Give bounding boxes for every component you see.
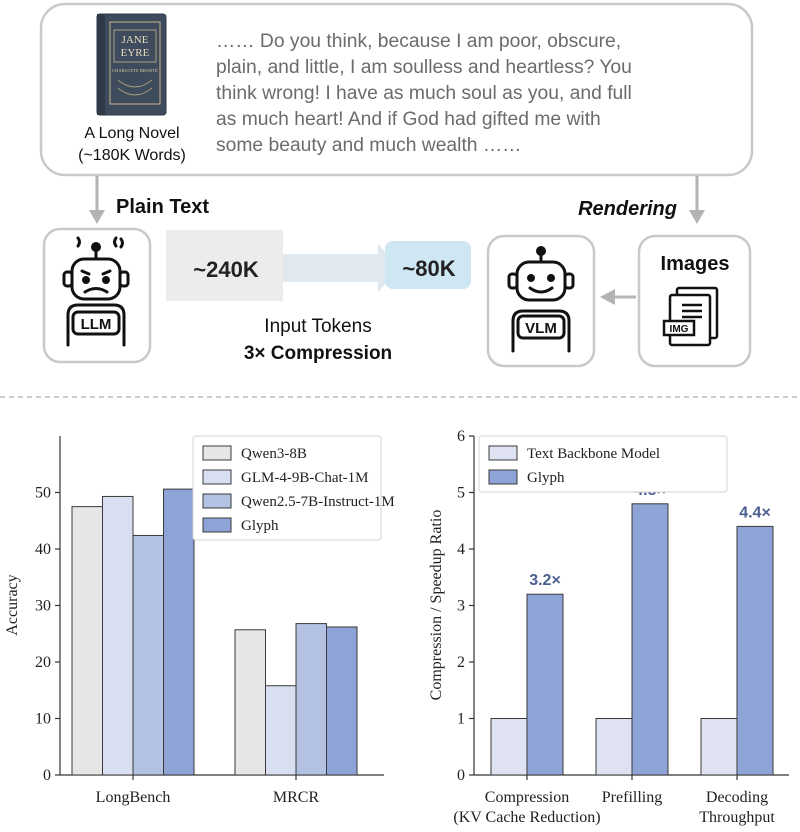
bar-qwen2-5-7b-instruct-1m-0 [133,535,164,775]
book-title-line2: EYRE [120,47,150,59]
arrow-images-to-vlm [600,289,636,305]
compression-label: 3× Compression [243,343,393,364]
y-tick-label: 6 [457,428,465,445]
bar-qwen2-5-7b-instruct-1m-1 [296,624,327,775]
bar-glm-4-9b-chat-1m-0 [103,496,134,775]
legend-swatch [489,446,517,460]
legend-label: Text Backbone Model [527,446,661,462]
quote-line: …… Do you think, because I am poor, obscure, [216,31,622,52]
legend [479,436,727,492]
novel-caption-line1: A Long Novel [84,125,180,142]
arrow-rendering [689,176,705,224]
input-tokens-label: Input Tokens [264,316,372,337]
bar-glyph-0 [527,594,563,775]
book-cover-icon [97,14,166,115]
llm-label: LLM [80,316,112,333]
quote-line: as much heart! And if God had gifted me with [216,109,601,130]
y-tick-label: 3 [457,597,465,615]
tokens-after: ~80K [402,256,456,281]
book-title-line1: JANE [121,34,149,46]
speedup-chart [428,428,789,826]
x-tick-label: MRCR [272,789,320,806]
legend-swatch [203,494,231,508]
bar-qwen3-8b-0 [72,507,103,775]
legend-swatch [203,518,231,532]
x-tick-label: Decoding [705,789,769,806]
bar-text-backbone-model-0 [491,719,527,776]
x-tick-label: Prefilling [601,789,663,806]
legend-swatch [489,470,517,484]
y-tick-label: 50 [35,484,51,502]
top-diagram [41,4,752,366]
bar-glyph-2 [737,526,773,775]
y-tick-label: 40 [35,541,51,558]
legend-label: Qwen3-8B [241,446,307,462]
legend-swatch [203,446,231,460]
images-label: Images [660,253,730,275]
bar-qwen3-8b-1 [235,630,266,775]
bar-glyph-0 [164,489,195,775]
tokens-before: ~240K [193,257,259,282]
accuracy-chart [4,436,395,806]
bar-glm-4-9b-chat-1m-1 [266,686,297,775]
book-author: CHARLOTTE BRONTË [112,68,158,73]
bar-annotation: 4.4× [739,504,771,522]
quote-line: plain, and little, I am soulless and heartless? You [216,57,632,78]
x-tick-label: Throughput [699,809,775,826]
y-tick-label: 1 [457,710,465,728]
quote-line: think wrong! I have as much soul as you, and full [216,83,632,104]
plain-text-label: Plain Text [116,196,209,218]
y-tick-label: 4 [457,541,465,558]
quote-line: some beauty and much wealth …… [216,135,522,156]
bar-glyph-1 [632,504,668,775]
legend [193,436,395,540]
y-tick-label: 0 [43,767,51,784]
bar-glyph-1 [327,627,358,775]
y-tick-label: 10 [35,710,51,728]
x-tick-label: Compression [484,789,570,806]
img-icon-label: IMG [669,324,689,335]
y-tick-label: 0 [457,767,465,784]
legend-swatch [203,470,231,484]
arrow-plain-text [89,176,105,224]
y-tick-label: 20 [35,654,51,671]
image-document-icon [664,288,717,345]
y-tick-label: 30 [35,597,51,615]
bar-annotation: 3.2× [529,572,561,590]
legend-label: Glyph [241,518,279,534]
x-tick-label: (KV Cache Reduction) [453,809,601,826]
novel-caption-line2: (~180K Words) [78,147,186,164]
legend-label: GLM-4-9B-Chat-1M [241,470,369,486]
y-tick-label: 5 [457,484,465,502]
rendering-label: Rendering [578,198,677,220]
y-tick-label: 2 [457,654,465,671]
vlm-label: VLM [525,320,557,337]
y-axis-label: Accuracy [4,574,21,636]
bar-text-backbone-model-1 [596,719,632,776]
bar-text-backbone-model-2 [701,719,737,776]
y-axis-label: Compression / Speedup Ratio [428,509,445,701]
legend-label: Qwen2.5-7B-Instruct-1M [241,494,395,510]
x-tick-label: LongBench [95,789,171,806]
legend-label: Glyph [527,470,565,486]
